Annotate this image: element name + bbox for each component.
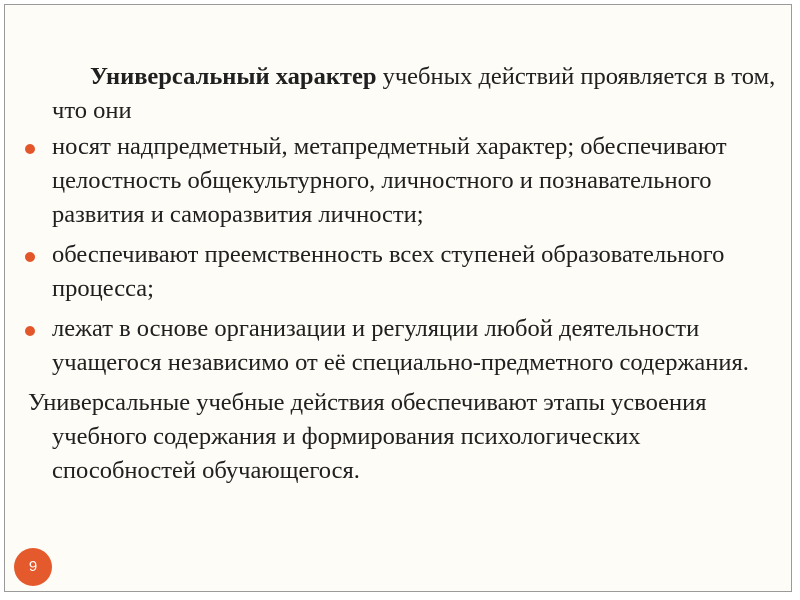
closing-paragraph: Универсальные учебные действия обеспечивают этапы усвоения учебного содержания и формирования психологических способностей обучающегося. xyxy=(28,389,707,484)
bullet-dot-icon xyxy=(25,252,35,262)
bullet-dot-icon xyxy=(25,326,35,336)
page-number-badge: 9 xyxy=(14,548,52,586)
intro-bold-text: Универсальный характер xyxy=(90,63,377,90)
bullet-item xyxy=(24,238,784,306)
bullet-text: обеспечивают преемственность всех ступеней образовательного процесса; xyxy=(52,241,725,302)
slide-content xyxy=(24,60,784,488)
intro-paragraph xyxy=(24,60,784,128)
bullet-text: лежат в основе организации и регуляции любой деятельности учащегося независимо от её специально-предметного содержания. xyxy=(52,315,749,376)
bullet-item xyxy=(24,130,784,232)
intro-text: учебных действий проявляется в том, что они xyxy=(52,63,776,124)
bullet-item xyxy=(24,312,784,380)
bullet-text: носят надпредметный, метапредметный характер; обеспечивают целостность общекультурного, личностного и познавательного развития и саморазвития личности; xyxy=(52,133,727,228)
bullet-dot-icon xyxy=(25,144,35,154)
